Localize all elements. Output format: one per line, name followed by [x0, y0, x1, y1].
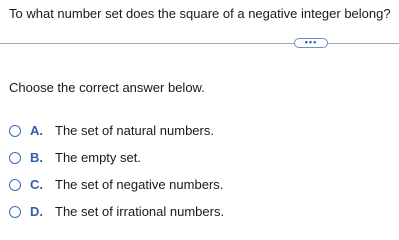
ellipsis-icon: •••: [304, 36, 318, 47]
choice-label[interactable]: The set of irrational numbers.: [55, 204, 225, 219]
radio-button-icon[interactable]: [9, 125, 21, 137]
divider: [0, 43, 399, 44]
choice-a[interactable]: [9, 117, 224, 144]
radio-button-icon[interactable]: [9, 206, 21, 218]
radio-button-icon[interactable]: [9, 152, 21, 164]
answer-choices: [9, 117, 224, 225]
choice-b[interactable]: [9, 144, 224, 171]
choice-label[interactable]: The empty set.: [55, 150, 141, 165]
more-options-button[interactable]: [294, 38, 328, 48]
instruction-text: Choose the correct answer below.: [9, 80, 205, 95]
choice-c[interactable]: [9, 171, 224, 198]
choice-letter: C.: [30, 177, 43, 192]
question-text: To what number set does the square of a negative integer belong?: [9, 6, 391, 21]
choice-label[interactable]: The set of negative numbers.: [55, 177, 224, 192]
choice-letter: B.: [30, 150, 43, 165]
choice-d[interactable]: [9, 198, 224, 225]
choice-letter: D.: [30, 204, 43, 219]
choice-letter: A.: [30, 123, 43, 138]
choice-label[interactable]: The set of natural numbers.: [55, 123, 214, 138]
radio-button-icon[interactable]: [9, 179, 21, 191]
